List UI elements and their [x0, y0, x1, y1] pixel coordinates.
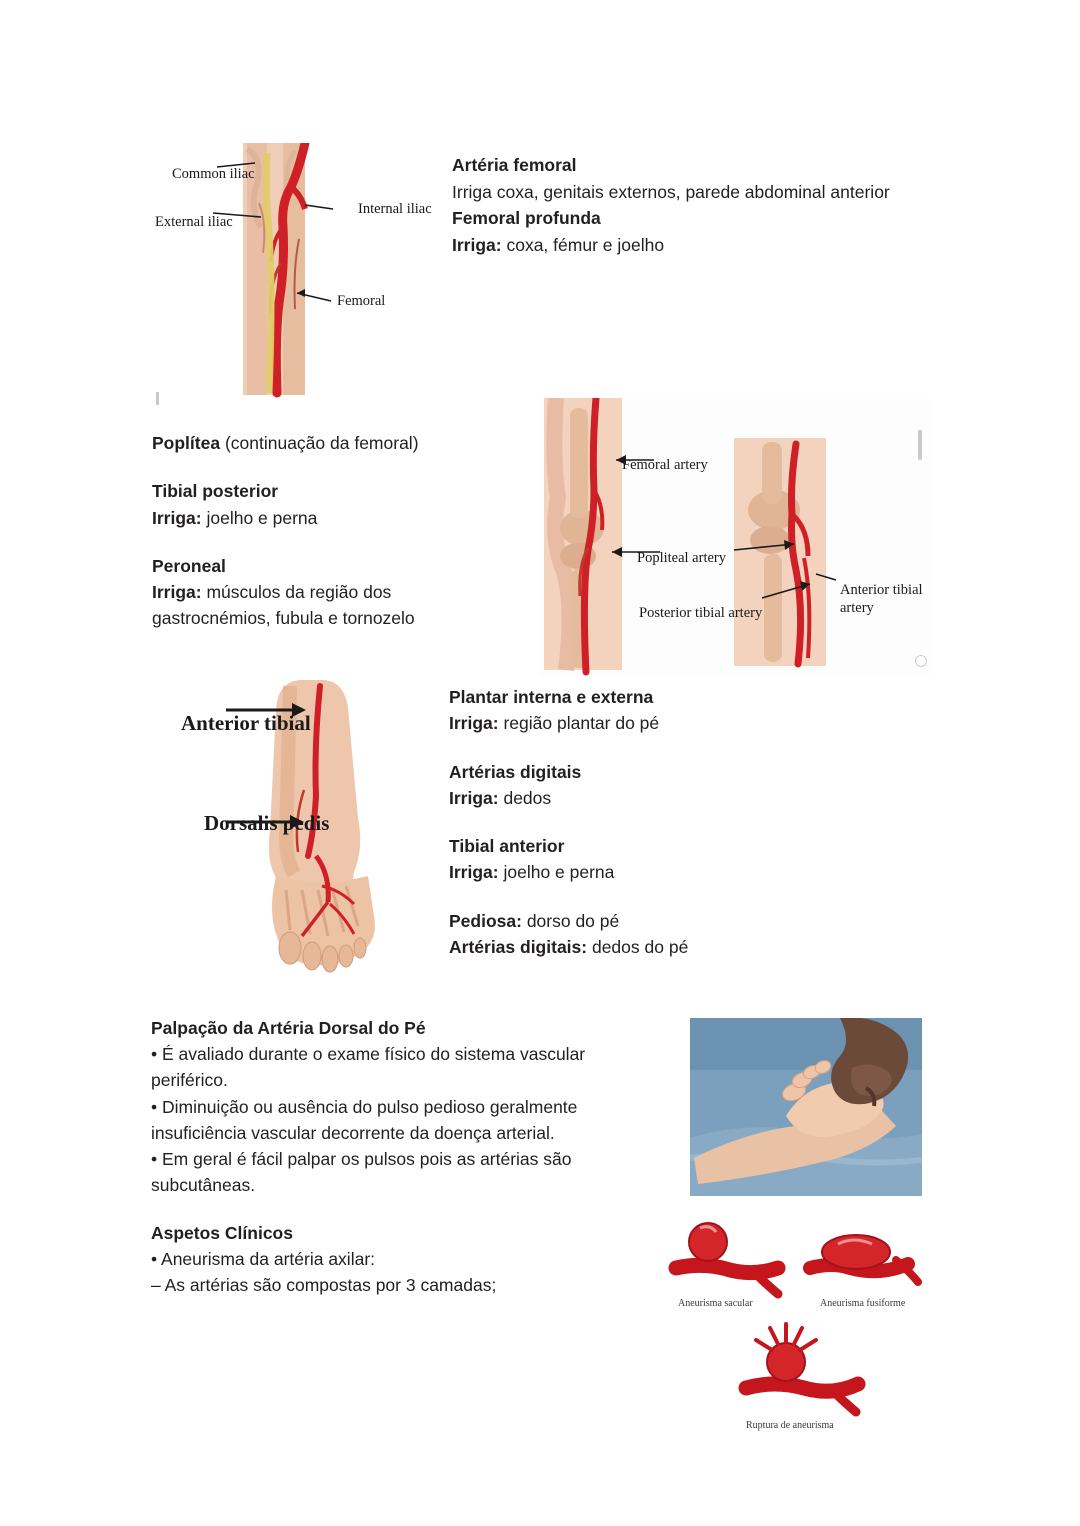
heading-femoral-profunda: Femoral profunda [452, 208, 601, 229]
label-peroneal: Peroneal [152, 555, 226, 576]
text-irriga-digitais: dedos [498, 787, 552, 808]
text-pediosa: dorso do pé [521, 910, 620, 931]
text-digitais-pe: dedos do pé [587, 936, 689, 957]
item-peroneal [152, 553, 472, 632]
heading-arteria-femoral: Artéria femoral [452, 155, 577, 175]
label-irriga-peroneal: Irriga: [152, 582, 202, 602]
label-tibial-posterior: Tibial posterior [152, 481, 279, 502]
label-tibial-anterior: Tibial anterior [449, 836, 565, 856]
item-tibial-posterior [152, 478, 472, 531]
scan-speck [918, 430, 922, 460]
text-femoral-profunda-irriga [452, 232, 952, 259]
figure-label-popliteal-artery: Popliteal artery [637, 550, 726, 566]
figure-label-common-iliac: Common iliac [172, 166, 255, 182]
item-arterias-digitais [449, 759, 869, 812]
label-irriga-tibial-anterior: Irriga: [449, 862, 499, 883]
scan-speck [915, 655, 927, 667]
text-poplitea: (continuação da femoral) [220, 433, 419, 453]
bullet-palpacao-1: • É avaliado durante o exame físico do sistema vascular periférico. [151, 1044, 586, 1091]
figure-label-anterior-tibial: Anterior tibial [181, 711, 311, 735]
figure-label-dorsalis-pedis: Dorsalis pedis [204, 811, 330, 835]
figure-label-anterior-tibial-artery: Anterior tibial artery [840, 582, 923, 617]
section-palpacao-e-clinicos [151, 1018, 631, 1298]
value-irriga: coxa, fémur e joelho [501, 234, 665, 255]
bullet-palpacao-2: • Diminuição ou ausência do pulso pedioso geralmente insuficiência vascular decorrente da doença arterial. [151, 1096, 578, 1143]
figure-label-internal-iliac: Internal iliac [358, 201, 432, 217]
text-femoral-irriga: Irriga coxa, genitais externos, parede abdominal anterior [452, 181, 890, 202]
scan-speck [156, 392, 159, 405]
label-irriga-tibial-posterior: Irriga: [152, 507, 202, 528]
fotografia-palpacao-pulso-pedioso [690, 1018, 922, 1196]
label-irriga-plantar: Irriga: [449, 713, 499, 734]
text-irriga-peroneal: músculos da região dos gastrocnémios, fubula e tornozelo [152, 582, 415, 629]
label-digitais-pe: Artérias digitais: [449, 936, 588, 957]
svg-text:Ruptura de aneurisma: Ruptura de aneurisma [746, 1420, 834, 1431]
heading-aspetos-clinicos: Aspetos Clínicos [151, 1222, 293, 1243]
item-tibial-anterior [449, 833, 869, 886]
svg-text:Aneurisma sacular: Aneurisma sacular [678, 1298, 753, 1309]
bullet-clinicos-1: • Aneurisma da artéria axilar: [151, 1248, 376, 1269]
figure-label-femoral: Femoral [337, 293, 386, 309]
label-irriga-digitais: Irriga: [449, 787, 499, 808]
item-poplitea [152, 430, 472, 456]
text-irriga-plantar: região plantar do pé [498, 713, 660, 734]
section-plantar-digitais [449, 684, 869, 982]
text-irriga-tibial-posterior: joelho e perna [201, 507, 318, 528]
bullet-clinicos-2: – As artérias são compostas por 3 camadas; [151, 1274, 497, 1295]
bullet-palpacao-3: • Em geral é fácil palpar os pulsos pois as artérias são subcutâneas. [151, 1149, 572, 1196]
section-poplitea [152, 430, 472, 654]
section-arteria-femoral [452, 152, 952, 258]
label-plantar: Plantar interna e externa [449, 687, 654, 707]
item-pediosa [449, 908, 869, 961]
label-arterias-digitais: Artérias digitais [449, 761, 582, 782]
figure-label-external-iliac: External iliac [155, 214, 233, 230]
figura-tipos-de-aneurisma [660, 1212, 930, 1440]
figure-label-posterior-tibial-artery: Posterior tibial artery [639, 605, 763, 621]
item-plantar [449, 684, 869, 737]
heading-palpacao: Palpação da Artéria Dorsal do Pé [151, 1018, 426, 1038]
label-poplitea: Poplítea [152, 433, 221, 453]
label-pediosa: Pediosa: [449, 910, 522, 931]
svg-text:Aneurisma fusiforme: Aneurisma fusiforme [820, 1298, 906, 1309]
label-irriga: Irriga: [452, 234, 502, 255]
figure-label-femoral-artery: Femoral artery [622, 457, 708, 473]
text-irriga-tibial-anterior: joelho e perna [498, 862, 615, 883]
figura-arterias-joelho [538, 398, 930, 676]
